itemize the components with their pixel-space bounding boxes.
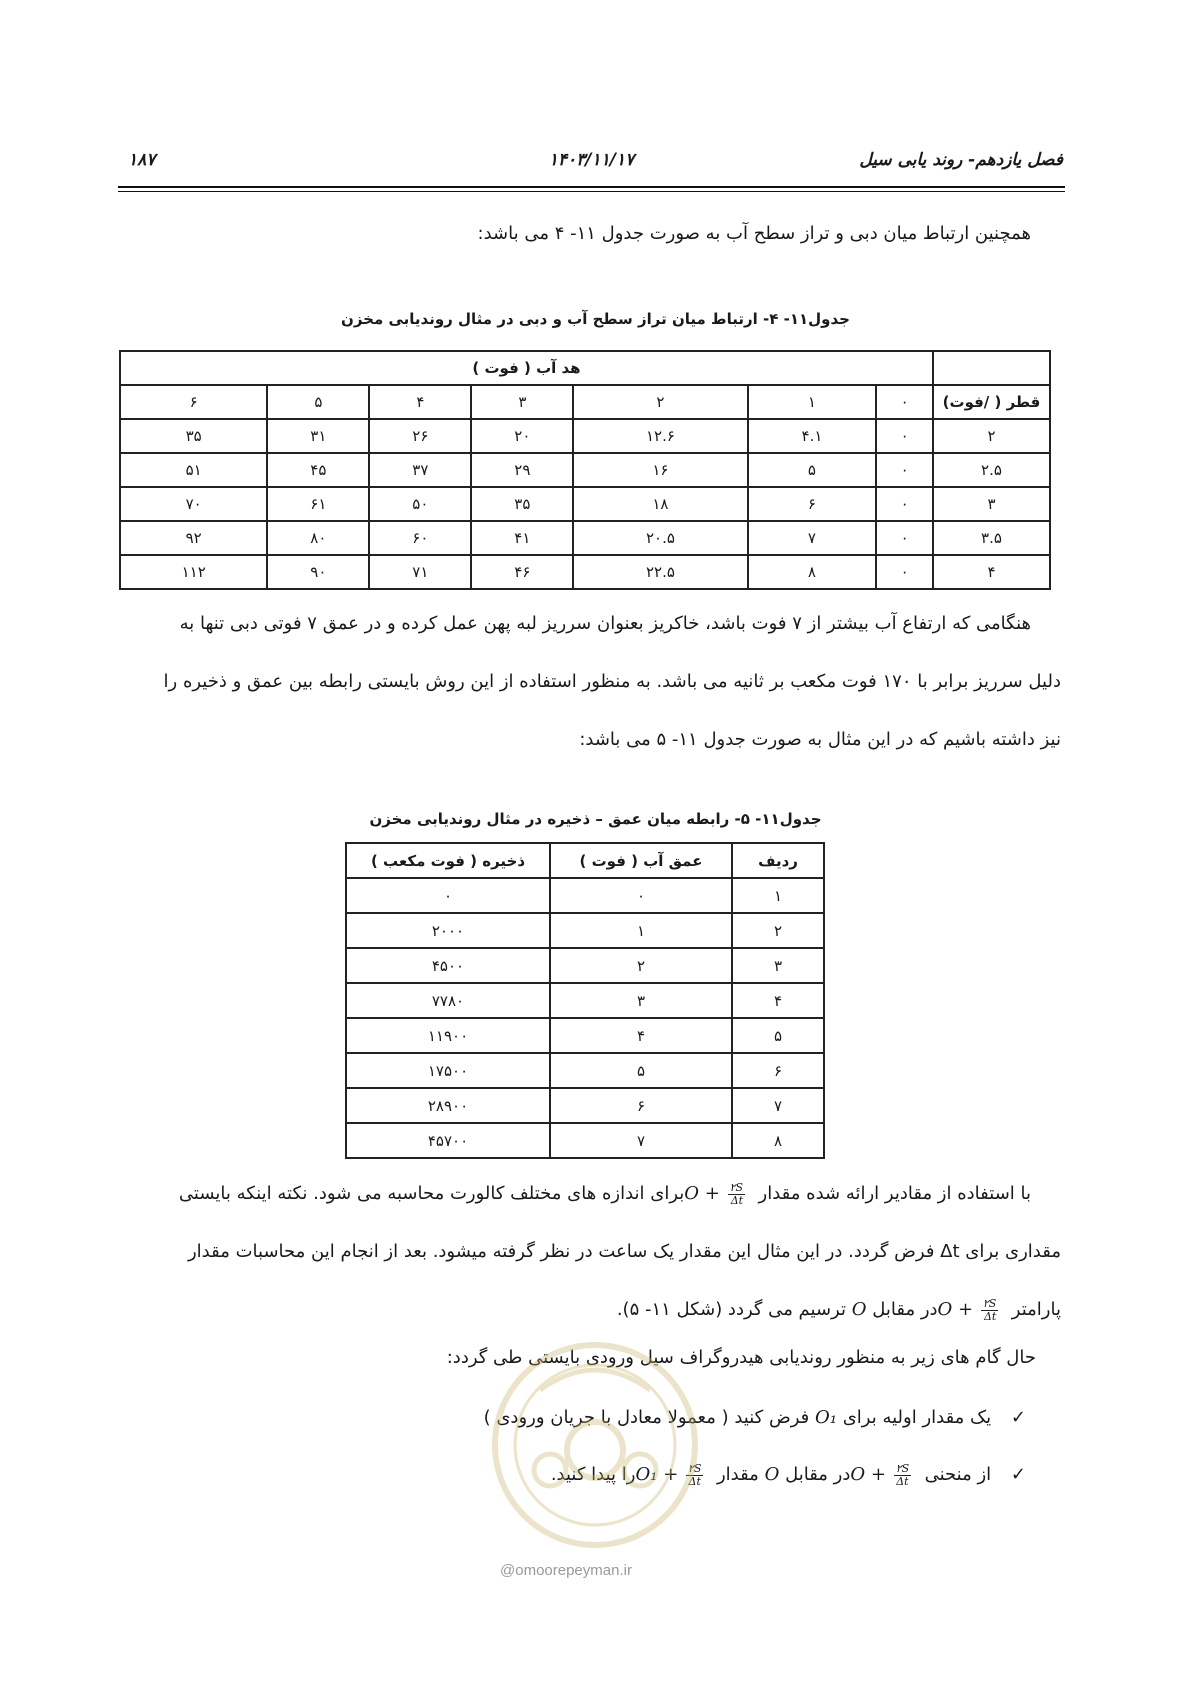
fraction — [728, 1182, 745, 1207]
table-row — [346, 913, 824, 948]
text-span: با استفاده از مقادیر ارائه شده مقدار — [758, 1183, 1031, 1204]
table-cell: ۱۶ — [573, 453, 747, 487]
row-label: ۲ — [933, 419, 1050, 453]
table-cell: ۳۱ — [267, 419, 369, 453]
text-span: در مقابل — [785, 1464, 851, 1485]
table-cell: ۱۷۵۰۰ — [346, 1053, 550, 1088]
row-label: ۳.۵ — [933, 521, 1050, 555]
math-symbol: + — [663, 1464, 679, 1485]
table-cell: ۲۹ — [471, 453, 573, 487]
table-cell: ۶۰ — [369, 521, 471, 555]
row-label: ۲.۵ — [933, 453, 1050, 487]
fraction-numerator: ۲S — [895, 1461, 910, 1475]
math-symbol: + — [958, 1299, 974, 1320]
table-cell: ۱۲.۶ — [573, 419, 747, 453]
table-cell: ۴۵۷۰۰ — [346, 1123, 550, 1158]
table1-col: ۰ — [876, 385, 933, 419]
table-row — [346, 983, 824, 1018]
text-span: ترسیم می گردد (شکل ۱۱- ۵). — [616, 1299, 846, 1320]
table1-corner — [933, 351, 1050, 385]
table-row — [120, 487, 1050, 521]
table-cell: ۱۱۲ — [120, 555, 267, 589]
table-cell: ۵ — [550, 1053, 732, 1088]
table-cell: ۸ — [732, 1123, 824, 1158]
fraction — [981, 1298, 998, 1323]
table-cell: ۵۰ — [369, 487, 471, 521]
watermark-text: @omoorepeyman.ir — [500, 1562, 632, 1579]
table2-header: ردیف — [732, 843, 824, 878]
fraction-numerator: ۲S — [729, 1180, 744, 1194]
math-symbol: O — [684, 1183, 700, 1204]
steps-intro: حال گام های زیر به منظور روندیابی هیدروگراف سیل ورودی بایستی طی گردد: — [446, 1347, 1036, 1368]
table-row — [346, 1053, 824, 1088]
table-cell: ۳ — [732, 948, 824, 983]
math-symbol: O — [764, 1464, 780, 1485]
math-symbol: O — [851, 1299, 867, 1320]
table-cell: ۸ — [748, 555, 877, 589]
table-cell: ۲۸۹۰۰ — [346, 1088, 550, 1123]
table-row — [346, 878, 824, 913]
table-cell: ۰ — [876, 419, 933, 453]
table-cell: ۲۶ — [369, 419, 471, 453]
table2-header-row — [346, 843, 824, 878]
table2-header: ذخیره ( فوت مکعب ) — [346, 843, 550, 878]
table-row — [346, 1123, 824, 1158]
table-cell: ۰ — [876, 453, 933, 487]
table1-group-header: هد آب ( فوت ) — [120, 351, 933, 385]
table-cell: ۲۲.۵ — [573, 555, 747, 589]
header-rule-thick — [118, 186, 1065, 188]
paragraph-line: دلیل سرریز برابر با ۱۷۰ فوت مکعب بر ثانیه می باشد. به منظور استفاده از این روش بایستی رابطه بین عمق و ذخیره را — [163, 671, 1061, 692]
checkmark-icon: ✓ — [1010, 1464, 1026, 1485]
table-cell: ۱ — [732, 878, 824, 913]
table-cell: ۷۰ — [120, 487, 267, 521]
table1-col: ۱ — [748, 385, 877, 419]
fraction-numerator: ۲S — [688, 1461, 702, 1475]
table-cell: ۴۱ — [471, 521, 573, 555]
table-cell: ۲۰ — [471, 419, 573, 453]
table2-header: عمق آب ( فوت ) — [550, 843, 732, 878]
table-cell: ۴.۱ — [748, 419, 877, 453]
table-cell: ۵ — [748, 453, 877, 487]
formula-expression — [850, 1461, 919, 1488]
formula-expression — [937, 1296, 1007, 1323]
header-rule-thin — [118, 191, 1065, 192]
table-cell: ۲۰.۵ — [573, 521, 747, 555]
math-symbol: + — [704, 1183, 720, 1204]
paragraph-line: هنگامی که ارتفاع آب بیشتر از ۷ فوت باشد، خاکریز بعنوان سرریز لبه پهن عمل کرده و در عمق ۷ فوتی دبی تنها به — [179, 613, 1031, 634]
discharge-table — [119, 350, 1051, 590]
page-number: ۱۸۷ — [128, 150, 156, 170]
table-cell: ۶ — [732, 1053, 824, 1088]
paragraph-formula — [118, 1165, 1061, 1339]
table-cell: ۳ — [550, 983, 732, 1018]
table-cell: ۴ — [732, 983, 824, 1018]
table-row — [120, 419, 1050, 453]
table-row — [346, 1018, 824, 1053]
text-span: فرض کنید ( معمولا معادل با جریان ورودی ) — [483, 1407, 810, 1428]
table2-caption: جدول۱۱- ۵- رابطه میان عمق – ذخیره در مثال روندیابی مخزن — [369, 810, 822, 828]
table-row — [120, 521, 1050, 555]
table1-col: ۶ — [120, 385, 267, 419]
fraction-numerator: ۲S — [982, 1296, 997, 1310]
table1-row-header: قطر ( /فوت) — [933, 385, 1050, 419]
paragraph-weir — [118, 595, 1061, 769]
table-cell: ۴۵ — [267, 453, 369, 487]
paragraph-line: نیز داشته باشیم که در این مثال به صورت جدول ۱۱- ۵ می باشد: — [579, 729, 1061, 750]
checkmark-icon: ✓ — [1010, 1407, 1026, 1428]
row-label: ۴ — [933, 555, 1050, 589]
table-cell: ۴۶ — [471, 555, 573, 589]
table-cell: ۰ — [346, 878, 550, 913]
intro-paragraph: همچنین ارتباط میان دبی و تراز سطح آب به صورت جدول ۱۱- ۴ می باشد: — [477, 223, 1031, 244]
table-row — [346, 948, 824, 983]
paragraph-line — [118, 1165, 1061, 1223]
fraction-denominator: Δt — [983, 1309, 997, 1323]
table-cell: ۳۵ — [471, 487, 573, 521]
chapter-title: فصل یازدهم- روند یابی سیل — [859, 150, 1063, 170]
table-cell: ۱۱۹۰۰ — [346, 1018, 550, 1053]
table-cell: ۰ — [876, 555, 933, 589]
table-row — [120, 453, 1050, 487]
table-cell: ۰ — [876, 487, 933, 521]
table-cell: ۸۰ — [267, 521, 369, 555]
table-cell: ۰ — [550, 878, 732, 913]
fraction — [894, 1463, 911, 1488]
table1-col: ۴ — [369, 385, 471, 419]
table-cell: ۱ — [550, 913, 732, 948]
table1-col: ۳ — [471, 385, 573, 419]
table-cell: ۳۵ — [120, 419, 267, 453]
text-span: از منحنی — [924, 1464, 992, 1485]
table-cell: ۲ — [550, 948, 732, 983]
table-cell: ۰ — [876, 521, 933, 555]
formula-expression — [684, 1180, 753, 1207]
table-row — [346, 1088, 824, 1123]
table-cell: ۴ — [550, 1018, 732, 1053]
text-span: در مقابل — [872, 1299, 938, 1320]
table-cell: ۲ — [732, 913, 824, 948]
storage-table — [345, 842, 825, 1159]
text-span: را پیدا کنید. — [550, 1464, 636, 1485]
table1-col: ۵ — [267, 385, 369, 419]
math-symbol: O₁ — [814, 1407, 837, 1428]
table1-caption: جدول۱۱- ۴- ارتباط میان تراز سطح آب و دبی در مثال روندیابی مخزن — [341, 310, 850, 328]
table-cell: ۶ — [748, 487, 877, 521]
table-cell: ۴۵۰۰ — [346, 948, 550, 983]
math-symbol: O — [937, 1299, 953, 1320]
table-cell: ۵ — [732, 1018, 824, 1053]
table-cell: ۷ — [748, 521, 877, 555]
watermark-seal-icon — [480, 1330, 710, 1560]
table-cell: ۳۷ — [369, 453, 471, 487]
paragraph-line: مقداری برای Δt فرض گردد. در این مثال این مقدار یک ساعت در نظر گرفته میشود. بعد از انجام این محاسبات مقدار — [187, 1241, 1061, 1262]
table-cell: ۶ — [550, 1088, 732, 1123]
header-date: ۱۴۰۳/۱۱/۱۷ — [548, 150, 635, 170]
table-cell: ۲۰۰۰ — [346, 913, 550, 948]
table-cell: ۷ — [732, 1088, 824, 1123]
table1-header-row — [120, 385, 1050, 419]
row-label: ۳ — [933, 487, 1050, 521]
text-span: یک مقدار اولیه برای — [842, 1407, 992, 1428]
math-symbol: + — [870, 1464, 886, 1485]
table-cell: ۹۰ — [267, 555, 369, 589]
table1-col: ۲ — [573, 385, 747, 419]
text-span: برای اندازه های مختلف کالورت محاسبه می شود. نکته اینکه بایستی — [178, 1183, 685, 1204]
table-cell: ۷ — [550, 1123, 732, 1158]
math-symbol: O₁ — [635, 1464, 658, 1485]
table-cell: ۹۲ — [120, 521, 267, 555]
table-cell: ۷۷۸۰ — [346, 983, 550, 1018]
fraction-denominator: Δt — [896, 1474, 909, 1488]
text-span: پارامتر — [1011, 1299, 1061, 1320]
table-cell: ۱۸ — [573, 487, 747, 521]
fraction-denominator: Δt — [730, 1193, 744, 1207]
table-row — [120, 555, 1050, 589]
table-cell: ۵۱ — [120, 453, 267, 487]
text-span: مقدار — [716, 1464, 759, 1485]
page-header — [120, 146, 1063, 176]
table-cell: ۷۱ — [369, 555, 471, 589]
math-symbol: O — [850, 1464, 866, 1485]
fraction-denominator: Δt — [688, 1474, 701, 1488]
table-cell: ۶۱ — [267, 487, 369, 521]
